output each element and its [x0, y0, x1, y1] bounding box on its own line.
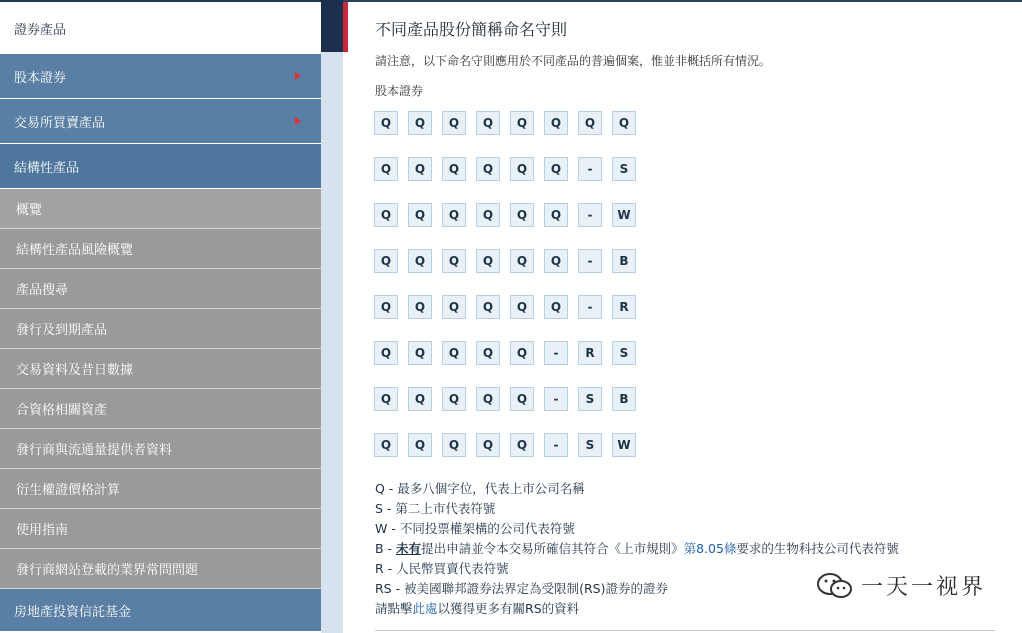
sidebar-item-equities[interactable]	[0, 54, 321, 99]
sidebar-subitem-label: 發行及到期產品	[16, 323, 108, 338]
legend-b-prefix: B -	[375, 541, 397, 556]
code-char-box: Q	[374, 111, 398, 135]
sidebar-item-label: 證券產品	[14, 22, 67, 38]
code-char-box: Q	[544, 295, 568, 319]
notice-text: 請注意，以下命名守則應用於不同產品的普遍個案，惟並非概括所有情況。	[375, 54, 772, 68]
gutter-header-block	[321, 0, 343, 52]
code-char-box: Q	[476, 249, 500, 273]
arrow-right-icon	[295, 72, 301, 80]
legend-b-negation: 未有	[396, 541, 422, 556]
code-char-box: Q	[408, 249, 432, 273]
code-char-box: Q	[544, 249, 568, 273]
code-char-box: Q	[510, 341, 534, 365]
code-char-box: Q	[374, 341, 398, 365]
code-char-box: Q	[408, 433, 432, 457]
legend-rs: RS - 被美國聯邦證券法界定為受限制(RS)證券的證券	[375, 581, 668, 596]
wechat-icon	[815, 571, 855, 601]
code-char-box: Q	[408, 341, 432, 365]
legend-r: R - 人民幣買賣代表符號	[375, 561, 509, 576]
sidebar-subitem-product-search[interactable]	[0, 269, 321, 309]
sidebar-subitem-label: 交易資料及昔日數據	[16, 363, 134, 378]
legend-s: S - 第二上市代表符號	[375, 501, 496, 516]
sidebar-subitem-overview[interactable]	[0, 189, 321, 229]
code-char-box: Q	[374, 295, 398, 319]
sidebar-gutter	[321, 0, 343, 633]
code-char-box: Q	[476, 387, 500, 411]
legend-more-suffix: 以獲得更多有關RS的資料	[437, 601, 580, 616]
code-char-box: Q	[612, 111, 636, 135]
divider	[375, 630, 995, 631]
code-char-box: Q	[374, 203, 398, 227]
code-char-box: Q	[476, 157, 500, 181]
code-char-box: -	[578, 249, 602, 273]
code-char-box: Q	[544, 111, 568, 135]
legend-b-suffix: 要求的生物科技公司代表符號	[736, 541, 899, 556]
legend-more-prefix: 請點擊	[375, 601, 413, 616]
code-char-box: Q	[510, 433, 534, 457]
code-char-box: Q	[442, 249, 466, 273]
sidebar-item-reits[interactable]	[0, 589, 321, 631]
code-char-box: Q	[578, 111, 602, 135]
sidebar-item-label: 交易所買賣產品	[14, 115, 106, 131]
sidebar-subitem-label: 發行商網站登載的業界常問問題	[16, 563, 199, 578]
code-char-box: W	[612, 433, 636, 457]
code-char-box: Q	[476, 341, 500, 365]
sidebar-subitem-warrant-calculator[interactable]	[0, 469, 321, 509]
rule-805-link[interactable]: 第8.05條	[683, 541, 737, 556]
code-char-box: Q	[408, 157, 432, 181]
sidebar-subitem-label: 概覽	[16, 203, 43, 218]
code-char-box: B	[612, 249, 636, 273]
sidebar-subitem-label: 發行商與流通量提供者資料	[16, 443, 173, 458]
code-char-box: -	[578, 295, 602, 319]
sidebar-nav	[0, 0, 321, 633]
sidebar-subitem-issued-expired[interactable]	[0, 309, 321, 349]
code-char-box: S	[612, 157, 636, 181]
code-char-box: Q	[408, 295, 432, 319]
legend-w: W - 不同投票權架構的公司代表符號	[375, 521, 575, 536]
code-char-box: Q	[374, 249, 398, 273]
code-char-box: Q	[544, 203, 568, 227]
sidebar-item-structured-products[interactable]	[0, 144, 321, 189]
code-char-box: Q	[476, 295, 500, 319]
legend-more	[375, 599, 899, 619]
code-char-box: Q	[408, 111, 432, 135]
code-char-box: Q	[374, 387, 398, 411]
code-char-box: Q	[510, 249, 534, 273]
sidebar-subitem-eligible-underlying[interactable]	[0, 389, 321, 429]
code-char-box: Q	[374, 157, 398, 181]
code-char-box: Q	[510, 157, 534, 181]
code-char-box: Q	[442, 111, 466, 135]
legend-b	[375, 539, 899, 559]
watermark-text: 一天一视界	[861, 575, 987, 600]
sidebar-item-label: 結構性產品	[14, 160, 80, 176]
sidebar-item-label: 房地產投資信託基金	[14, 604, 132, 620]
rs-info-link[interactable]: 此處	[412, 601, 438, 616]
code-char-box: -	[578, 203, 602, 227]
code-char-box: Q	[374, 433, 398, 457]
code-char-box: Q	[544, 157, 568, 181]
sidebar-item-label: 股本證券	[14, 70, 67, 86]
sidebar-subitem-label: 結構性產品風險概覽	[16, 243, 134, 258]
code-char-box: Q	[442, 433, 466, 457]
code-char-box: -	[578, 157, 602, 181]
code-char-box: Q	[442, 157, 466, 181]
code-char-box: Q	[510, 111, 534, 135]
code-char-box: Q	[476, 433, 500, 457]
code-char-box: R	[578, 341, 602, 365]
code-char-box: Q	[442, 387, 466, 411]
code-char-box: B	[612, 387, 636, 411]
code-char-box: S	[578, 387, 602, 411]
code-char-box: W	[612, 203, 636, 227]
sidebar-subitem-label: 合資格相關資產	[16, 403, 108, 418]
sidebar-subitem-label: 產品搜尋	[16, 283, 69, 298]
code-char-box: -	[544, 387, 568, 411]
sidebar-item-etp[interactable]	[0, 99, 321, 144]
code-char-box: Q	[408, 203, 432, 227]
main-content	[348, 0, 1022, 633]
sidebar-subitem-trading-data[interactable]	[0, 349, 321, 389]
code-char-box: Q	[476, 203, 500, 227]
sidebar-subitem-faq[interactable]	[0, 549, 321, 589]
page-title: 不同產品股份簡稱命名守則	[375, 20, 568, 39]
watermark	[815, 570, 986, 601]
code-char-box: Q	[510, 295, 534, 319]
code-char-box: Q	[442, 295, 466, 319]
code-char-box: Q	[408, 387, 432, 411]
code-char-box: Q	[442, 341, 466, 365]
code-char-box: S	[578, 433, 602, 457]
legend-b-text: 提出申請並令本交易所確信其符合《上市規則》	[421, 541, 684, 556]
sidebar-subitem-label: 衍生權證價格計算	[16, 483, 121, 498]
code-char-box: R	[612, 295, 636, 319]
code-char-box: Q	[442, 203, 466, 227]
code-char-box: Q	[510, 387, 534, 411]
sidebar-subitem-label: 使用指南	[16, 523, 69, 538]
code-char-box: S	[612, 341, 636, 365]
code-char-box: -	[544, 341, 568, 365]
sidebar-subitem-issuer-info[interactable]	[0, 429, 321, 469]
section-label: 股本證券	[375, 84, 424, 98]
sidebar-item-securities-products[interactable]	[0, 0, 321, 54]
code-char-box: Q	[510, 203, 534, 227]
code-char-box: -	[544, 433, 568, 457]
legend-q: Q - 最多八個字位，代表上市公司名稱	[375, 481, 585, 496]
sidebar-subitem-user-guide[interactable]	[0, 509, 321, 549]
sidebar-subitem-risk-overview[interactable]	[0, 229, 321, 269]
arrow-right-icon	[295, 117, 301, 125]
code-char-box: Q	[476, 111, 500, 135]
